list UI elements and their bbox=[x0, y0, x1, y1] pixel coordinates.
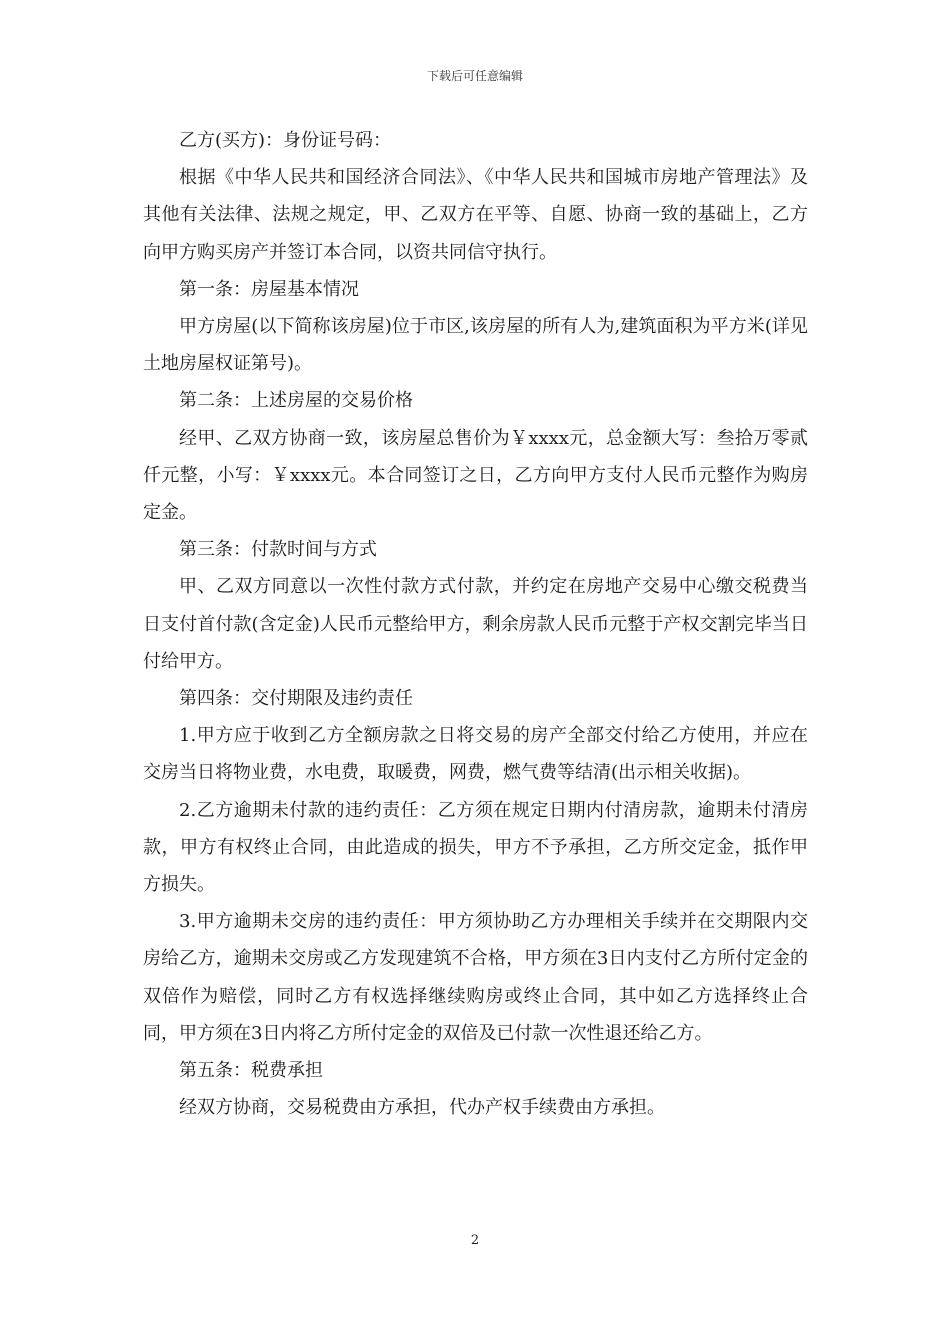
article-1-heading: 第一条：房屋基本情况 bbox=[179, 278, 359, 300]
article-3-heading: 第三条：付款时间与方式 bbox=[179, 539, 377, 561]
article-5-body: 经双方协商，交易税费由方承担，代办产权手续费由方承担。 bbox=[179, 1097, 665, 1119]
article-4-clause-1: 1.甲方应于收到乙方全额房款之日将交易的房产全部交付给乙方使用，并应在交房当日将物业费，水电费，取暖费，网费，燃气费等结清(出示相关收据)。 bbox=[143, 725, 808, 784]
article-3-body: 甲、乙双方同意以一次性付款方式付款，并约定在房地产交易中心缴交税费当日支付首付款(含定金)人民币元整给甲方，剩余房款人民币元整于产权交割完毕当日付给甲方。 bbox=[143, 576, 808, 672]
article-4-heading: 第四条：交付期限及违约责任 bbox=[179, 688, 413, 710]
preamble-paragraph: 根据《中华人民共和国经济合同法》、《中华人民共和国城市房地产管理法》及其他有关法律、法规之规定，甲、乙双方在平等、自愿、协商一致的基础上，乙方向甲方购买房产并签订本合同，以资共同信守执行。 bbox=[143, 167, 808, 263]
party-b-id-line: 乙方(买方)：身份证号码： bbox=[179, 130, 392, 151]
article-1-body: 甲方房屋(以下简称该房屋)位于市区,该房屋的所有人为,建筑面积为平方米(详见土地房屋权证第号)。 bbox=[143, 316, 808, 375]
article-4-clause-2: 2.乙方逾期未付款的违约责任：乙方须在规定日期内付清房款，逾期未付清房款，甲方有权终止合同，由此造成的损失，甲方不予承担，乙方所交定金，抵作甲方损失。 bbox=[143, 799, 808, 896]
document-body bbox=[143, 122, 808, 1126]
article-2-body: 经甲、乙双方协商一致，该房屋总售价为￥xxxx元，总金额大写：叁拾万零贰仟元整，小写：￥xxxx元。本合同签订之日，乙方向甲方支付人民币元整作为购房定金。 bbox=[143, 427, 808, 524]
article-2-heading: 第二条：上述房屋的交易价格 bbox=[179, 390, 413, 412]
page-header: 下载后可任意编辑 bbox=[426, 69, 523, 83]
article-4-clause-3: 3.甲方逾期未交房的违约责任：甲方须协助乙方办理相关手续并在交期限内交房给乙方，逾期未交房或乙方发现建筑不合格，甲方须在3日内支付乙方所付定金的双倍作为赔偿，同时乙方有权选择继续购房或终止合同，其中如乙方选择终止合同，甲方须在3日内将乙方所付定金的双倍及已付款一次性退还给乙方。 bbox=[143, 911, 808, 1044]
page-number: 2 bbox=[470, 1233, 480, 1248]
article-5-heading: 第五条：税费承担 bbox=[179, 1060, 323, 1082]
